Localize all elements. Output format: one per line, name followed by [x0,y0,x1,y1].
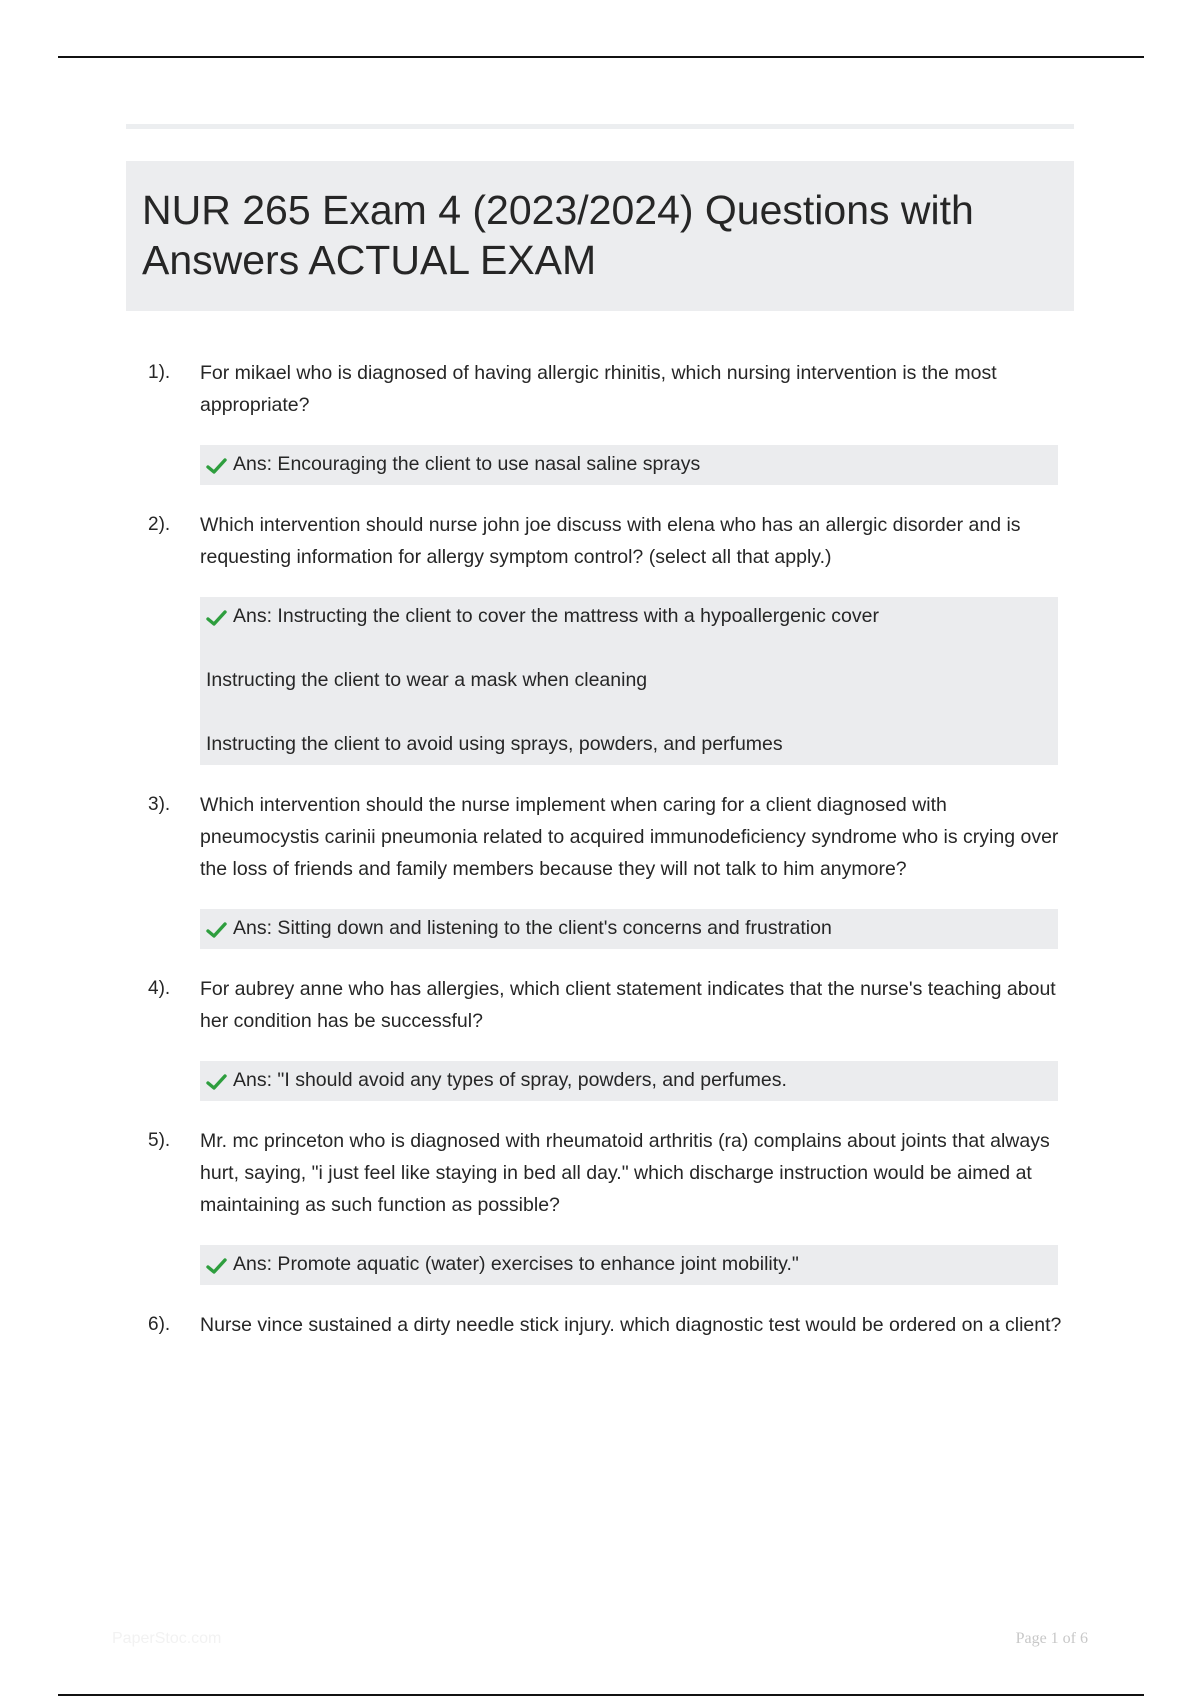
question-text: For aubrey anne who has allergies, which client statement indicates that the nurse's teaching about her condition has be successful? [200,978,1056,1032]
check-icon [206,1071,227,1089]
check-icon [206,455,227,473]
question-body [200,973,1074,1101]
question-text: Which intervention should the nurse implement when caring for a client diagnosed with pneumocystis carinii pneumonia related to acquired immunodeficiency syndrome who is crying over the loss of friends and family members because they will not talk to him anymore? [200,794,1059,880]
question-text: For mikael who is diagnosed of having allergic rhinitis, which nursing intervention is the most appropriate? [200,362,997,416]
question-number: 6). [148,1314,171,1335]
document-content [126,124,1074,1365]
answer-line [206,602,1052,630]
check-icon [206,607,227,625]
title-box [126,161,1074,311]
page-number: Page 1 of 6 [1015,1630,1088,1647]
question-number: 5). [148,1130,171,1151]
question-body [200,357,1074,485]
answer-box [200,1061,1058,1101]
answer-line [206,450,1052,478]
answer-box [200,1245,1058,1285]
answer-line [206,1066,1052,1094]
question-item [126,357,1074,485]
question-item [126,509,1074,765]
answer-text: Ans: Sitting down and listening to the client's concerns and frustration [233,917,832,939]
answer-text: Ans: "I should avoid any types of spray, powders, and perfumes. [233,1069,787,1091]
answer-text: Ans: Encouraging the client to use nasal saline sprays [233,453,701,475]
answer-box [200,909,1058,949]
page-title: NUR 265 Exam 4 (2023/2024) Questions with Answers ACTUAL EXAM [142,187,974,283]
question-body [200,1125,1074,1285]
question-item [126,973,1074,1101]
answer-line [206,914,1052,942]
top-rule [58,56,1144,58]
answer-text: Ans: Promote aquatic (water) exercises to enhance joint mobility." [233,1253,799,1275]
check-icon [206,919,227,937]
question-body [200,509,1074,765]
check-icon [206,1255,227,1273]
question-item [126,789,1074,949]
answer-box [200,445,1058,485]
question-number: 4). [148,978,171,999]
question-item [126,1125,1074,1285]
question-number: 2). [148,514,171,535]
answer-extra-line: Instructing the client to wear a mask when cleaning [206,669,648,691]
question-text: Mr. mc princeton who is diagnosed with rheumatoid arthritis (ra) complains about joints that always hurt, saying, "i just feel like staying in bed all day." which discharge instruction would be aimed at maintaining as such function as possible? [200,1130,1050,1216]
bottom-rule [58,1694,1144,1696]
question-text: Nurse vince sustained a dirty needle stick injury. which diagnostic test would be ordered on a client? [200,1314,1062,1336]
answer-line [206,1250,1052,1278]
watermark: PaperStoc.com [112,1630,222,1647]
question-body [200,789,1074,949]
question-item [126,1309,1074,1341]
answer-extra-line: Instructing the client to avoid using sprays, powders, and perfumes [206,733,783,755]
question-number: 3). [148,794,171,815]
answer-box [200,597,1058,765]
answer-text: Ans: Instructing the client to cover the mattress with a hypoallergenic cover [233,605,879,627]
question-text: Which intervention should nurse john joe discuss with elena who has an allergic disorder and is requesting information for allergy symptom control? (select all that apply.) [200,514,1021,568]
question-body [200,1309,1074,1341]
question-number: 1). [148,362,171,383]
header-divider [126,124,1074,129]
